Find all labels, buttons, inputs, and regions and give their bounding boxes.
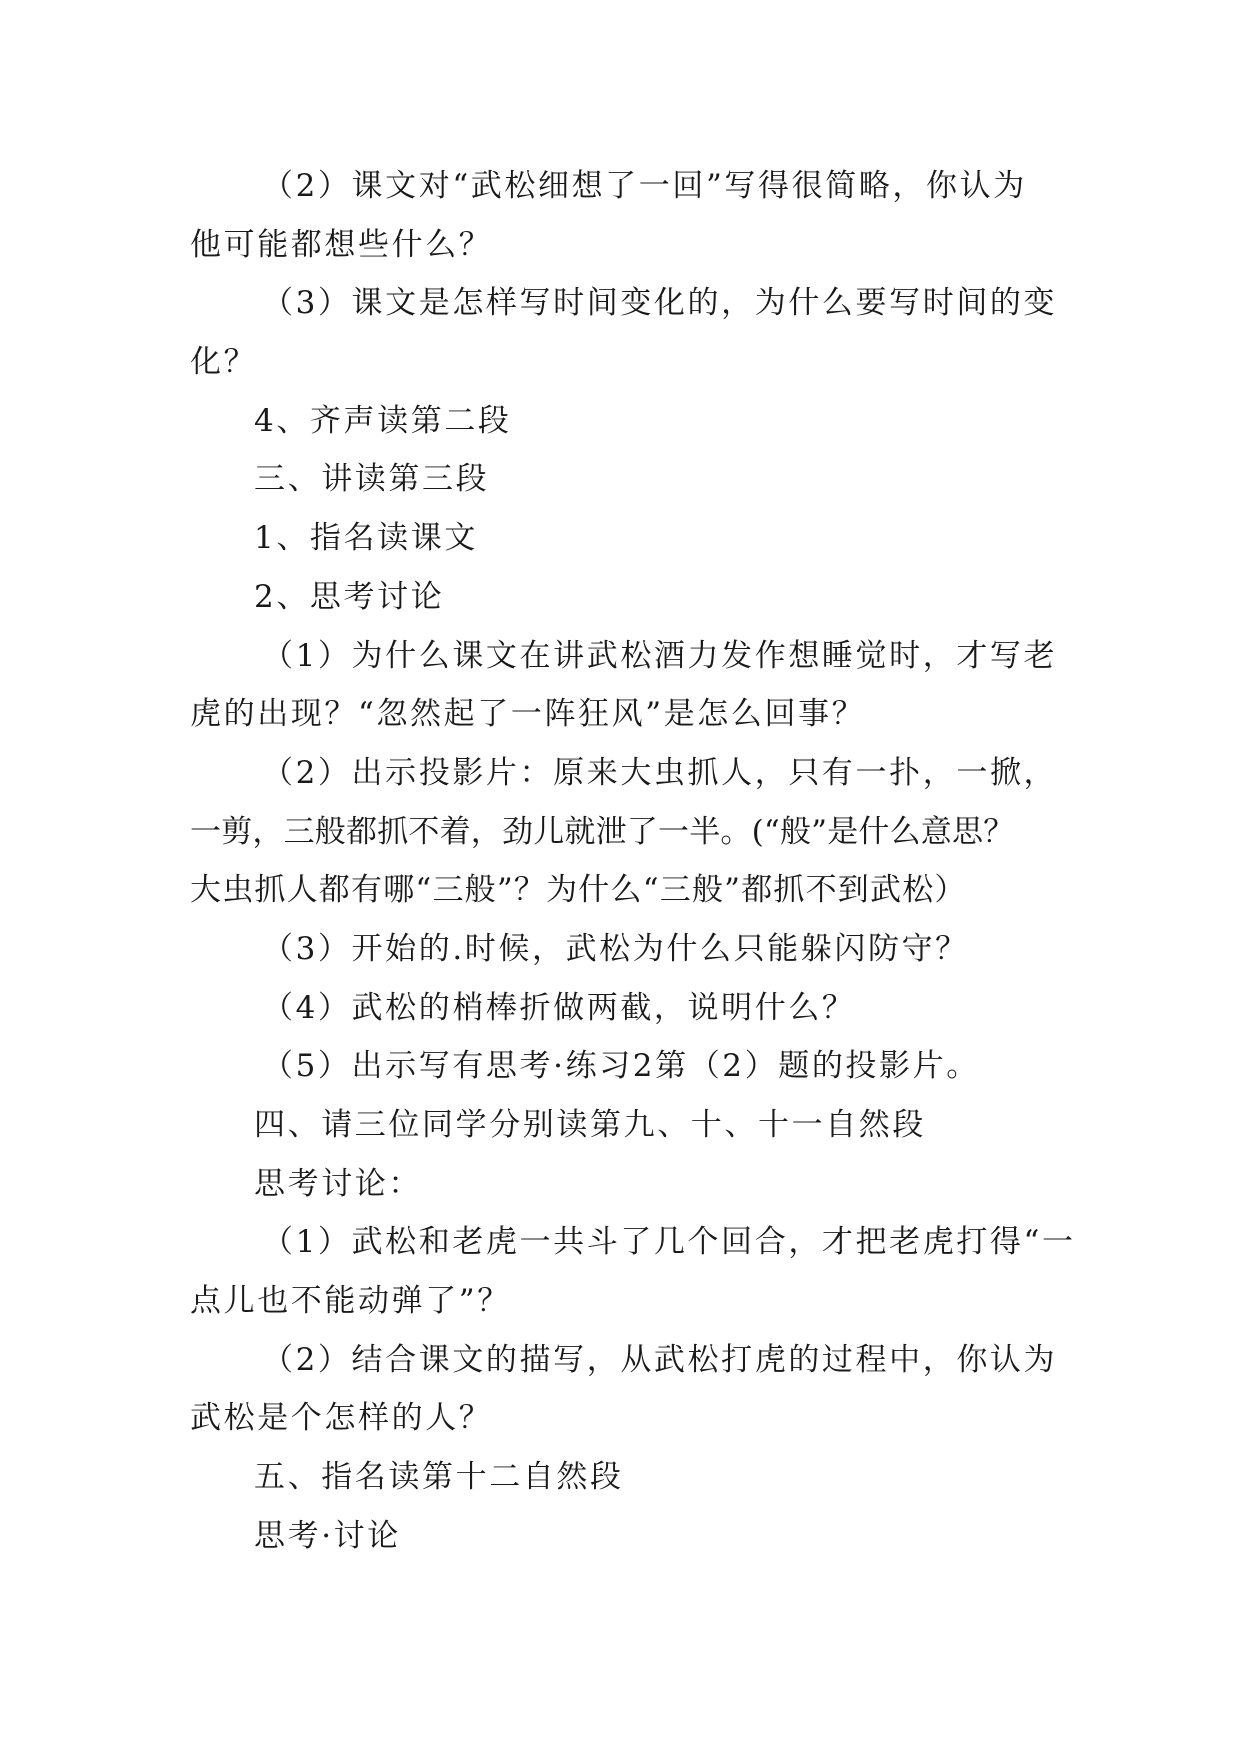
paragraph-line: （3）课文是怎样写时间变化的，为什么要写时间的变 bbox=[262, 285, 1058, 322]
paragraph-line: 2、思考讨论 bbox=[254, 578, 445, 615]
paragraph-line: （4）武松的梢棒折做两截，说明什么？ bbox=[262, 989, 856, 1026]
paragraph-line: （5）出示写有思考·练习2第（2）题的投影片。 bbox=[262, 1048, 980, 1085]
document-body bbox=[190, 157, 1076, 1566]
paragraph-line: 他可能都想些什么？ bbox=[190, 226, 493, 263]
section-heading: 三、讲读第三段 bbox=[254, 461, 490, 498]
paragraph-line: （2）出示投影片：原来大虫抓人，只有一扑，一掀， bbox=[262, 754, 1058, 791]
paragraph-line: 化？ bbox=[190, 344, 258, 381]
section-heading: 四、请三位同学分别读第九、十、十一自然段 bbox=[254, 1107, 926, 1143]
paragraph-line: 武松是个怎样的人？ bbox=[190, 1400, 493, 1437]
paragraph-line: 思考讨论： bbox=[254, 1165, 422, 1202]
paragraph-line: （2）结合课文的描写，从武松打虎的过程中，你认为 bbox=[262, 1341, 1058, 1378]
paragraph-line: （1）为什么课文在讲武松酒力发作想睡觉时，才写老 bbox=[262, 637, 1058, 674]
paragraph-line: （1）武松和老虎一共斗了几个回合，才把老虎打得“一 bbox=[262, 1224, 1076, 1261]
paragraph-line: 一剪，三般都抓不着，劲儿就泄了一半。(“般”是什么意思？ bbox=[190, 813, 1015, 850]
paragraph-line: 点儿也不能动弹了”？ bbox=[190, 1283, 511, 1320]
paragraph-line: 思考·讨论 bbox=[254, 1517, 401, 1554]
section-heading: 五、指名读第十二自然段 bbox=[254, 1459, 624, 1496]
paragraph-line: 虎的出现？“忽然起了一阵狂风”是怎么回事？ bbox=[190, 696, 866, 733]
paragraph-line: 1、指名读课文 bbox=[254, 520, 478, 557]
paragraph-line: 4、齐声读第二段 bbox=[254, 402, 512, 439]
paragraph-line: （2）课文对“武松细想了一回”写得很简略，你认为 bbox=[262, 168, 1027, 204]
paragraph-line: （3）开始的.时候，武松为什么只能躲闪防守？ bbox=[262, 930, 969, 967]
paragraph-line: 大虫抓人都有哪“三般”？为什么“三般”都抓不到武松） bbox=[190, 872, 967, 909]
